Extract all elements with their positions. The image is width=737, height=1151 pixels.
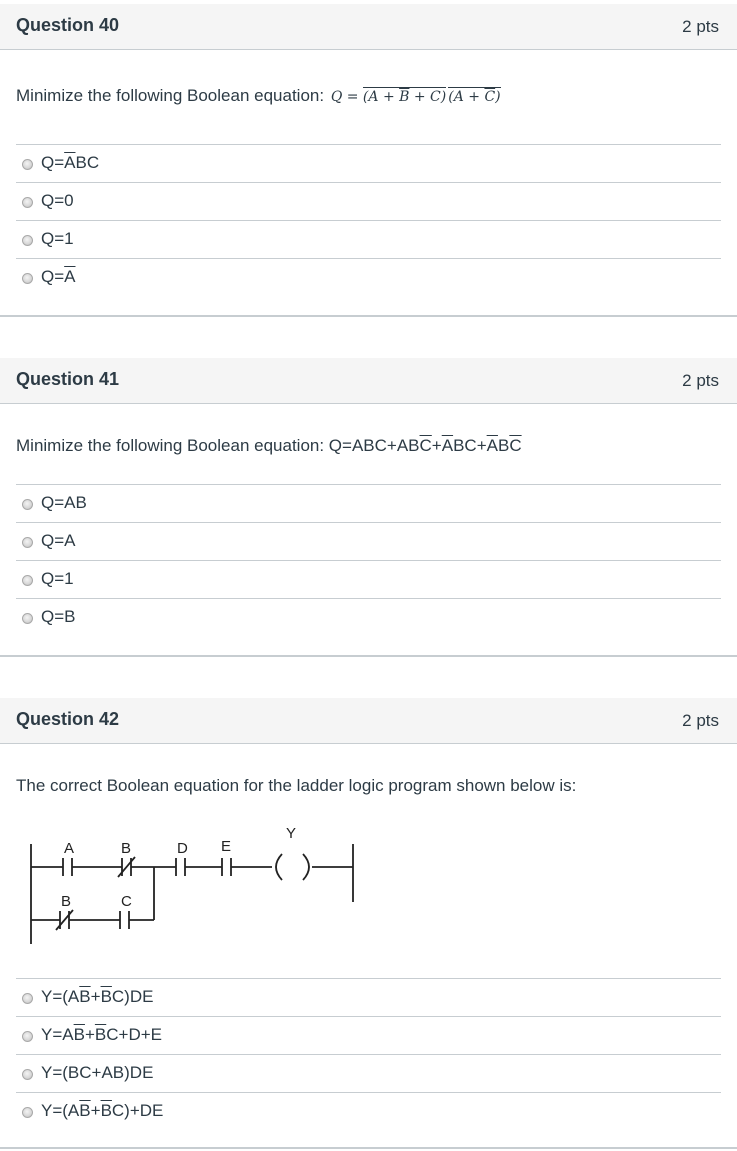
question-divider <box>0 655 737 657</box>
radio-button[interactable] <box>22 499 33 510</box>
label-d: D <box>177 840 188 857</box>
prompt-text: Minimize the following Boolean equation: <box>16 86 325 105</box>
question-title: Question 42 <box>16 709 120 729</box>
question-points: 2 pts <box>682 371 719 390</box>
label-y: Y <box>286 825 297 842</box>
answer-option[interactable] <box>16 522 721 560</box>
question-40-header <box>0 4 737 50</box>
question-points: 2 pts <box>682 17 719 36</box>
radio-button[interactable] <box>22 993 33 1004</box>
answer-label: $Y=(A\overline{B}+\overline{B}C)+DE$ <box>41 1101 164 1120</box>
radio-button[interactable] <box>22 613 33 624</box>
answer-label: Q=1 <box>41 569 74 588</box>
answer-option[interactable] <box>16 560 721 598</box>
label-b: B <box>121 840 132 857</box>
answer-label: Q=1 <box>41 229 74 248</box>
answer-label: Q=A <box>41 531 76 550</box>
question-40-prompt <box>16 86 501 106</box>
question-41-header <box>0 358 737 404</box>
coil-y <box>276 854 282 880</box>
answer-option[interactable] <box>16 1054 721 1092</box>
answer-option[interactable] <box>16 1092 721 1130</box>
label-a: A <box>64 840 75 857</box>
radio-button[interactable] <box>22 159 33 170</box>
answer-label: $Q=\overline{A}$ <box>41 267 76 286</box>
radio-button[interactable] <box>22 197 33 208</box>
radio-button[interactable] <box>22 537 33 548</box>
answer-label: $Y=A\overline{B}+\overline{B}C+D+E$ <box>41 1025 162 1044</box>
ladder-logic-diagram <box>20 820 370 950</box>
boolean-equation: $Q = (A + \overline{B} + C)$ $(A + \overline{C})$ <box>330 89 501 105</box>
answer-label: Q=0 <box>41 191 74 210</box>
answer-option[interactable] <box>16 1016 721 1054</box>
radio-button[interactable] <box>22 575 33 586</box>
answer-option[interactable] <box>16 144 721 182</box>
answer-option[interactable] <box>16 484 721 522</box>
answer-label: $Q=\overline{A}BC$ <box>41 153 100 172</box>
question-title: Question 41 <box>16 369 120 389</box>
radio-button[interactable] <box>22 273 33 284</box>
radio-button[interactable] <box>22 1031 33 1042</box>
answer-option[interactable] <box>16 598 721 636</box>
answer-option[interactable] <box>16 258 721 296</box>
label-b-branch: B <box>61 893 72 910</box>
radio-button[interactable] <box>22 235 33 246</box>
answer-label: Q=AB <box>41 493 87 512</box>
label-c: C <box>121 893 132 910</box>
radio-button[interactable] <box>22 1107 33 1118</box>
question-points: 2 pts <box>682 711 719 730</box>
label-e: E <box>221 838 232 855</box>
answer-label: Q=B <box>41 607 76 626</box>
question-divider <box>0 1147 737 1149</box>
question-42-prompt: The correct Boolean equation for the ladder logic program shown below is: <box>16 776 577 795</box>
question-42-header <box>0 698 737 744</box>
answer-label: $Y=(A\overline{B}+\overline{B}C)DE$ <box>41 987 154 1006</box>
answer-option[interactable] <box>16 220 721 258</box>
radio-button[interactable] <box>22 1069 33 1080</box>
answer-option[interactable] <box>16 978 721 1016</box>
question-title: Question 40 <box>16 15 120 35</box>
answer-option[interactable] <box>16 182 721 220</box>
question-divider <box>0 315 737 317</box>
answer-label: Y=(BC+AB)DE <box>41 1063 154 1082</box>
question-41-prompt: Minimize the following Boolean equation: $Q=ABC+AB\overline{C}+\overline{A}BC+\overline{A}B\overline{C}$ <box>16 436 522 455</box>
